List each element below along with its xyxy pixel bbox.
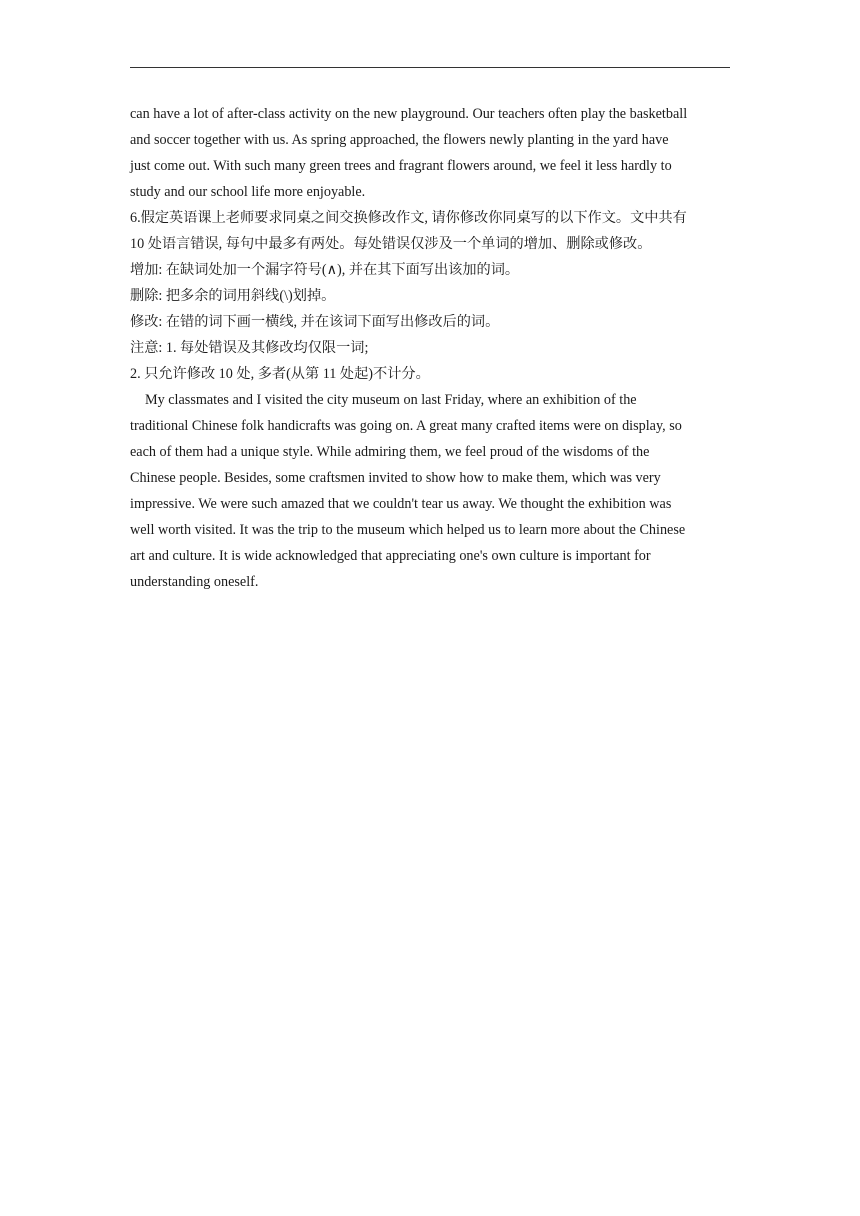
- essay-line: Chinese people. Besides, some craftsmen invited to show how to make them, which was very: [130, 470, 661, 486]
- rule-add: 增加: 在缺词处加一个漏字符号(∧), 并在其下面写出该加的词。: [130, 262, 520, 278]
- question-6: [130, 205, 730, 387]
- document-body: [130, 101, 730, 595]
- note-2: 2. 只允许修改 10 处, 多者(从第 11 处起)不计分。: [130, 366, 430, 382]
- essay-line: My classmates and I visited the city museum on last Friday, where an exhibition of the: [145, 392, 637, 408]
- essay-line: traditional Chinese folk handicrafts was going on. A great many crafted items were on display, so: [130, 418, 682, 434]
- essay-line: each of them had a unique style. While admiring them, we feel proud of the wisdoms of the: [130, 444, 650, 460]
- passage-line: and soccer together with us. As spring approached, the flowers newly planting in the yard have: [130, 132, 669, 148]
- passage-line: can have a lot of after-class activity on the new playground. Our teachers often play the basketball: [130, 106, 688, 122]
- essay-line: well worth visited. It was the trip to the museum which helped us to learn more about the Chinese: [130, 522, 686, 538]
- essay-line: art and culture. It is wide acknowledged that appreciating one's own culture is important for: [130, 548, 651, 564]
- essay: [130, 387, 730, 595]
- rule-delete: 删除: 把多余的词用斜线(\)划掉。: [130, 288, 336, 304]
- previous-passage: [130, 101, 730, 205]
- essay-line: impressive. We were such amazed that we couldn't tear us away. We thought the exhibition was: [130, 496, 672, 512]
- passage-line: study and our school life more enjoyable.: [130, 184, 366, 200]
- essay-line: understanding oneself.: [130, 574, 259, 590]
- note-1: 注意: 1. 每处错误及其修改均仅限一词;: [130, 340, 369, 356]
- rule-modify: 修改: 在错的词下画一横线, 并在该词下面写出修改后的词。: [130, 314, 500, 330]
- passage-line: just come out. With such many green trees and fragrant flowers around, we feel it less hardly to: [130, 158, 672, 174]
- header-rule: [130, 67, 730, 68]
- question-prompt-line: 6.假定英语课上老师要求同桌之间交换修改作文, 请你修改你同桌写的以下作文。文中共有: [130, 210, 687, 226]
- question-prompt-line: 10 处语言错误, 每句中最多有两处。每处错误仅涉及一个单词的增加、删除或修改。: [130, 236, 652, 252]
